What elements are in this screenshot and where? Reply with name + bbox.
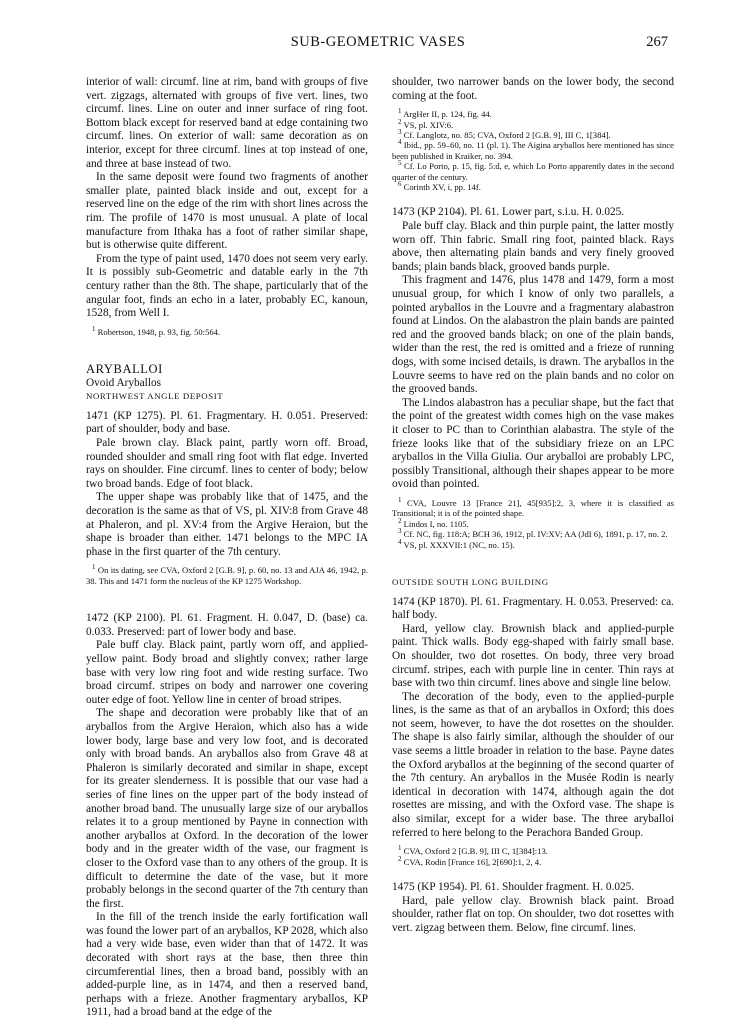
running-title: SUB-GEOMETRIC VASES — [290, 34, 466, 50]
footnote: $^1$ CVA, Oxford 2 [G.B. 9], III C, 1[384]:13. — [398, 844, 548, 857]
paragraph: Hard, pale yellow clay. Brownish black paint. Broad shoulder, rather flat on top. On shoulder, two dot rosettes with vert. zigzag between them. Below, fine circumf. lines. — [392, 894, 674, 934]
catalogue-entry-1473: 1473 (KP 2104). Pl. 61. Lower part, s.i.u. H. 0.025. — [392, 206, 625, 219]
deposit-heading: OUTSIDE SOUTH LONG BUILDING — [392, 576, 549, 587]
section-title: ARYBALLOI — [86, 362, 163, 377]
left-column — [86, 76, 368, 1020]
footnote: $^3$ Cf. NC, fig. 118:A; BCH 36, 1912, pl. IV:XV; AA (JdI 6), 1891, p. 17, no. 2. — [398, 527, 668, 540]
catalogue-entry-1471: 1471 (KP 1275). Pl. 61. Fragmentary. H. 0.051. Preserved: part of shoulder, body and base. — [86, 409, 368, 436]
paragraph: The upper shape was probably like that of 1475, and the decoration is the same as that of VS, pl. XIV:8 from Grave 48 at Phaleron, and pl. XV:4 from the Argive Heraion, but the shape is broader than either. 1471 belongs to the MPC IA phase in the first quarter of the 7th century. — [86, 491, 368, 558]
paragraph: interior of wall: circumf. line at rim, band with groups of five vert. zigzags, alternated with groups of five vert. lines, two circumf. lines. Line on outer and inner surface of ring foot. Bottom black except for reserved band at edge containing two circumf. lines. On exterior of wall: same decoration as on interior, except for three circumf. lines at top instead of one, and three at base instead of two. — [86, 76, 368, 170]
footnote: $^6$ Corinth XV, i, pp. 14f. — [398, 180, 481, 193]
paragraph: In the same deposit were found two fragments of another smaller plate, painted black inside and out, except for a reserved line on the edge of the rim with short lines across the rim. The profile of 1470 is most unusual. A plate of local manufacture from Ithaka has a foot of rather similar shape, but is otherwise quite different. — [86, 171, 368, 252]
paragraph: In the fill of the trench inside the early fortification wall was found the lower part of an aryballos, KP 2028, which also had a very wide base, even wider than that of 1472. It was decorated with short rays at the base, then three thin circumferential lines, then a broad band, possibly with an added-purple line, as in 1474, and then a reserved band, perhaps with a frieze. Another fragmentary aryballos, KP 1911, had a broad band at the edge of the — [86, 911, 368, 1019]
catalogue-entry-1474: 1474 (KP 1870). Pl. 61. Fragmentary. H. 0.053. Preserved: ca. half body. — [392, 595, 674, 622]
deposit-heading: NORTHWEST ANGLE DEPOSIT — [86, 391, 224, 402]
catalogue-entry-1475: 1475 (KP 1954). Pl. 61. Shoulder fragment. H. 0.025. — [392, 881, 635, 894]
paragraph: Hard, yellow clay. Brownish black and applied-purple paint. Thick walls. Body egg-shaped with fairly small base. On shoulder, two dot rosettes. On body, three very broad circumf. stripes, each with purple line in center. Thin rays at base with two thin circumf. lines above and single line below. — [392, 622, 674, 690]
footnote: $^1$ ArgHer II, p. 124, fig. 44. — [398, 107, 492, 120]
paragraph: This fragment and 1476, plus 1478 and 1479, form a most unusual group, for which I know of only two parallels, a pointed aryballos in the Louvre and a fragmentary alabastron found at Lindos. On the alabastron the plain bands are painted red and the grooved bands black; on one of the plain bands, wider than the rest, the red is omitted and a frieze of running dogs, with some incised details, is drawn. The aryballos in the Louvre seems to have red on the plain bands and no color on the grooved bands. — [392, 274, 674, 396]
footnote: $^2$ VS, pl. XIV:6. — [398, 117, 454, 130]
footnote: $^5$ Cf. Lo Porto, p. 15, fig. 5:d, e, which Lo Porto apparently dates in the second quarter of the century. — [392, 159, 675, 182]
footnote: $^2$ CVA, Rodin [France 16], 2[690]:1, 2, 4. — [398, 854, 542, 867]
footnote: $^1$ CVA, Louvre 13 [France 21], 45[935]:2, 3, where it is classified as Transitional; it is of the pointed shape. — [392, 496, 674, 519]
section-subtitle: Ovoid Aryballos — [86, 376, 161, 389]
right-column — [392, 76, 674, 935]
paragraph: shoulder, two narrower bands on the lower body, the second coming at the foot. — [392, 76, 674, 102]
footnote: $^4$ Ibid., pp. 59–60, no. 11 (pl. 1). The Aigina aryballos here mentioned has since been published in Kraiker, no. 394. — [392, 138, 674, 161]
paragraph: The decoration of the body, even to the applied-purple lines, is the same as that of an aryballos in Oxford; this does not seem, however, to have the dot rosettes on the shoulder. The shape is also fairly similar, although the shoulder of our vase seems a little broader in relation to the base. Payne dates the Oxford aryballos at the beginning of the second quarter of the 7th century. An aryballos in the Musée Rodin is nearly identical in decoration with 1474, although again the dot rosettes are missing, and with the Oxford vase. The shape is also similar, except for a wider base. The three aryballoi referred to here belong to the Perachora Banded Group. — [392, 690, 674, 839]
page-number: 267 — [646, 34, 668, 50]
paragraph: The shape and decoration were probably like that of an aryballos from the Argive Heraion, which also has a wide lower body, large base and very low foot, and is decorated only with broad bands. An aryballos also from Grave 48 at Phaleron is similarly decorated and similar in shape, except for its greater slenderness. It is possible that our vase had a series of fine lines on the upper part of the body instead of another broad band. The unusually large size of our aryballos relates it to a group mentioned by Payne in connection with another aryballos at Oxford. In the decoration of the lower body and in the greater width of the vase, our fragment is closer to the Oxford vase than to any others of the group. It is difficult to determine the date of the vase, but it more probably belongs in the second quarter of the 7th century than the first. — [86, 707, 368, 910]
paragraph: Pale buff clay. Black and thin purple paint, the latter mostly worn off. Thin fabric. Small ring foot, painted black. Rays above, then alternating plain bands and very finely grooved bands; plain bands black, grooved bands purple. — [392, 220, 674, 273]
paragraph: Pale brown clay. Black paint, partly worn off. Broad, rounded shoulder and small ring foot with flat edge. Inverted rays on shoulder. Fine circumf. lines to center of body; below two broad bands. Edge of foot black. — [86, 437, 368, 490]
footnote: $^3$ Cf. Langlotz, no. 85; CVA, Oxford 2 [G.B. 9], III C, 1[384]. — [398, 128, 611, 140]
page-header — [88, 34, 668, 60]
footnote: $^4$ VS, pl. XXXVII:1 (NC, no. 15). — [398, 537, 515, 550]
catalogue-entry-1472: 1472 (KP 2100). Pl. 61. Fragment. H. 0.047, D. (base) ca. 0.033. Preserved: part of lower body and base. — [86, 612, 368, 638]
paragraph: The Lindos alabastron has a peculiar shape, but the fact that the point of the greatest width comes high on the vase makes it closer to PC than to Corinthian alabastra. The style of the frieze looks like that of the subsidiary frieze on an LPC aryballos in the Villa Giulia. Our aryballoi are probably LPC, possibly Transitional, although their shapes appear to be more ovoid than pointed. — [392, 396, 674, 491]
paragraph: Pale buff clay. Black paint, partly worn off, and applied-yellow paint. Body broad and slightly convex; rather large base with very low ring foot and wide resting surface. Two broad circumf. stripes on body and narrower one covering outer edge of foot. Yellow line in center of broad stripes. — [86, 639, 368, 706]
paragraph: From the type of paint used, 1470 does not seem very early. It is possibly sub-Geometric and datable early in the 7th century rather than the 8th. The shape, particularly that of the angular foot, finds an echo in a later, probably EC, kanoun, 1528, from Well I. — [86, 252, 368, 320]
footnote: $^1$ Robertson, 1948, p. 93, fig. 50:564. — [92, 324, 221, 337]
footnote: $^1$ On its dating, see CVA, Oxford 2 [G.B. 9], p. 60, no. 13 and AJA 46, 1942, p. 38. This and 1471 form the nucleus of the KP 1275 Workshop. — [86, 563, 368, 586]
footnote: $^2$ Lindos I, no. 1105. — [398, 516, 469, 529]
